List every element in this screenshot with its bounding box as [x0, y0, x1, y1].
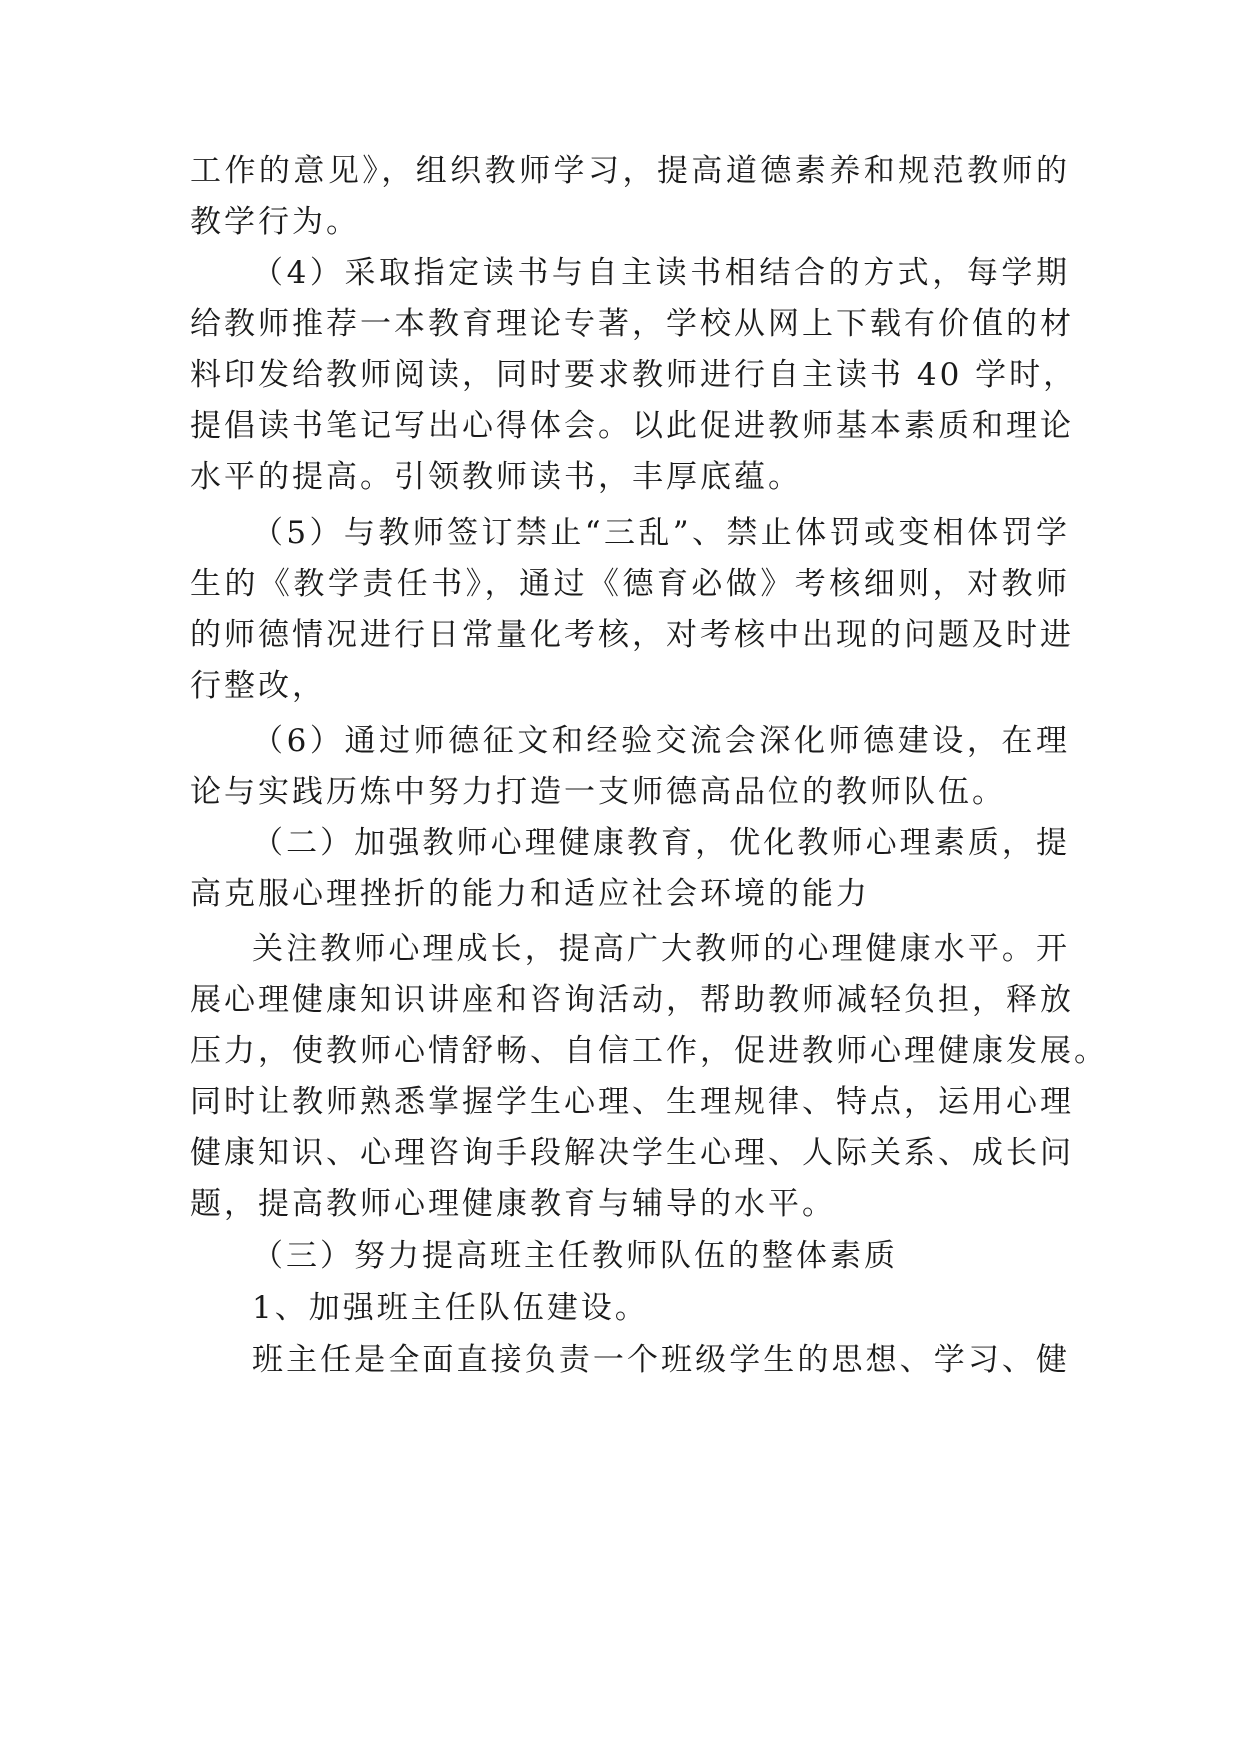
body-text-line: 生的《教学责任书》，通过《德育必做》考核细则，对教师: [190, 566, 1070, 602]
body-text-line: 关注教师心理成长，提高广大教师的心理健康水平。开: [252, 931, 1070, 967]
body-text-line: 展心理健康知识讲座和咨询活动，帮助教师减轻负担，释放: [190, 982, 1074, 1018]
body-text-line: 给教师推荐一本教育理论专著，学校从网上下载有价值的材: [190, 306, 1074, 342]
body-text-line: 论与实践历炼中努力打造一支师德高品位的教师队伍。: [190, 774, 1006, 810]
body-text-line: 健康知识、心理咨询手段解决学生心理、人际关系、成长问: [190, 1135, 1074, 1171]
body-text-line: （4）采取指定读书与自主读书相结合的方式，每学期: [252, 255, 1070, 291]
body-text-line: 料印发给教师阅读，同时要求教师进行自主读书 40 学时，: [190, 357, 1078, 393]
body-text-line: 1、加强班主任队伍建设。: [252, 1290, 649, 1326]
body-text-line: 题，提高教师心理健康教育与辅导的水平。: [190, 1186, 836, 1222]
body-text-line: 水平的提高。引领教师读书，丰厚底蕴。: [190, 459, 802, 495]
body-text-line: 行整改，: [190, 668, 326, 704]
body-text-line: （三）努力提高班主任教师队伍的整体素质: [252, 1238, 898, 1274]
body-text-line: 教学行为。: [190, 204, 360, 240]
body-text-line: 同时让教师熟悉掌握学生心理、生理规律、特点，运用心理: [190, 1084, 1074, 1120]
body-text-line: （6）通过师德征文和经验交流会深化师德建设，在理: [252, 723, 1070, 759]
body-text-line: 压力，使教师心情舒畅、自信工作，促进教师心理健康发展。: [190, 1033, 1108, 1069]
body-text-line: 提倡读书笔记写出心得体会。以此促进教师基本素质和理论: [190, 408, 1074, 444]
body-text-line: （二）加强教师心理健康教育，优化教师心理素质，提: [252, 825, 1070, 861]
body-text-line: 工作的意见》，组织教师学习，提高道德素养和规范教师的: [190, 153, 1070, 189]
body-text-line: 的师德情况进行日常量化考核，对考核中出现的问题及时进: [190, 617, 1074, 653]
body-text-line: （5）与教师签订禁止“三乱”、禁止体罚或变相体罚学: [252, 515, 1070, 551]
body-text-line: 高克服心理挫折的能力和适应社会环境的能力: [190, 876, 870, 912]
body-text-line: 班主任是全面直接负责一个班级学生的思想、学习、健: [252, 1342, 1070, 1378]
